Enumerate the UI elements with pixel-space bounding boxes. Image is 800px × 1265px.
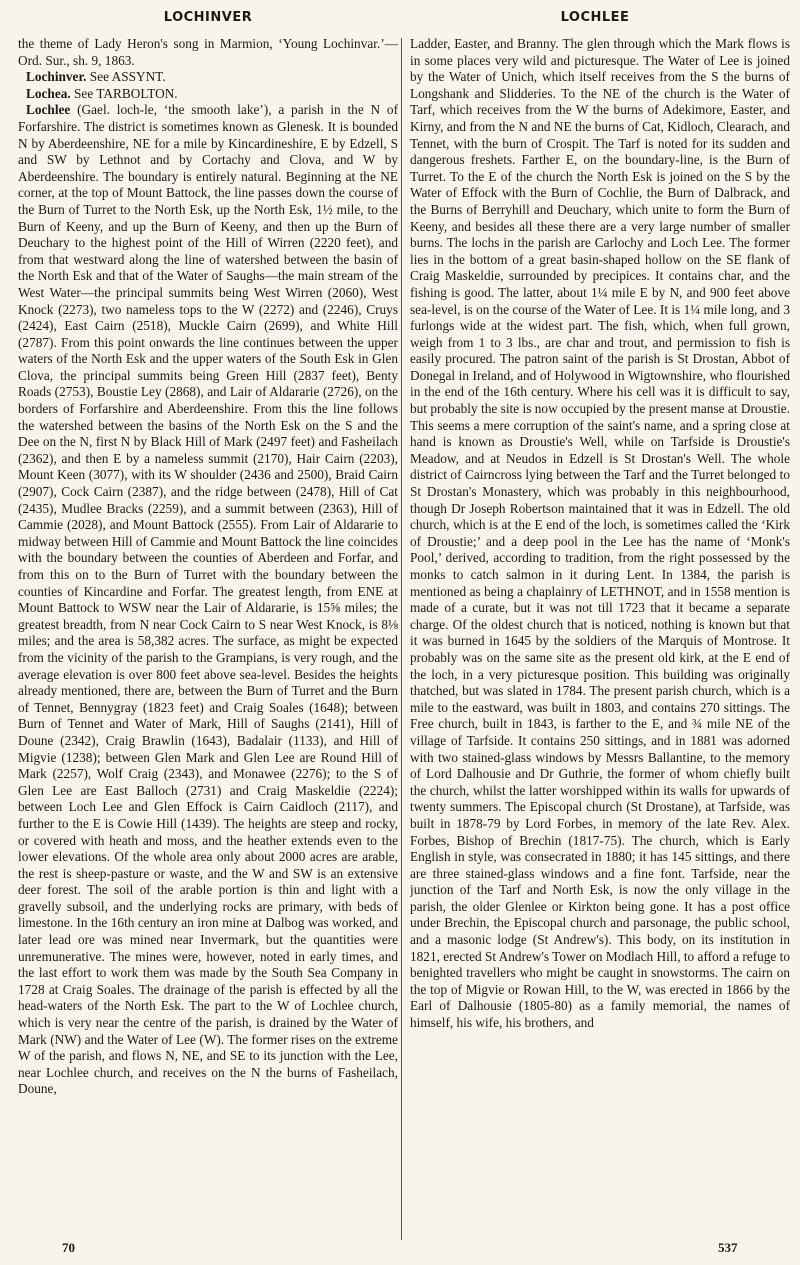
headword: Lochinver.: [26, 69, 87, 85]
entry-text: See ASSYNT.: [89, 69, 166, 85]
entry-text: See TARBOLTON.: [74, 85, 178, 101]
left-column: [18, 36, 398, 1236]
running-head-left: LOCHINVER: [163, 10, 253, 25]
paragraph-continued: Ladder, Easter, and Branny. The glen through which the Mark flows is in some places very wild and picturesque. The Water of Lee is joined by the Water of Unich, which itself receives from the S the burns of Longshank and Slidderies. To the NE of the church is the Water of Tarf, which receives from the W the burns of Adekimore, Easter, and Kirny, and from the N and NE the burns of Cat, Kidloch, Clearach, and Tennet, with the burn of Crospit. The Tarf is noted for its sudden and dangerous freshets. Farther E, on the boundary-line, is the Burn of Turret. To the E of the church the North Esk is joined on the S by the Water of Effock with the Burn of Cochlie, the Burn of Dalbrack, and the Burns of Berryhill and Deuchary, which unite to form the Burn of Keeny, and besides all these there are a very large number of smaller burns. The lochs in the parish are Carlochy and Loch Lee. The former lies in the bottom of a great basin-shaped hollow on the SE flank of Craig Maskeldie, surrounded by precipices. It contains char, and the fishing is good. The latter, about 1¼ mile E by N, and 900 feet above sea-level, is on the course of the Water of Lee. It is 1¼ mile long, and 3 furlongs wide at the widest part. The fish, which, when full grown, weigh from 1 to 3 lbs., are char and trout, and permission to fish is easily procured. The patron saint of the parish is St Drostan, Abbot of Donegal in Ireland, and of Holywood in Wigtownshire, who flourished in the end of the 16th century. Where his cell was it is difficult to say, but probably the site is now occupied by the present manse at Droustie. This seems a mere corruption of the saint's name, and a spring close at hand is known as Droustie's Well, while on Tarfside is Droustie's Meadow, and at Neudos in Edzell is St Drostan's Well. The whole district of Cairncross lying between the Tarf and the Turret belonged to St Drostan's Monastery, which was probably in this neighbourhood, though Dr Joseph Robertson maintained that it was in Edzell. The old church, which is at the E end of the loch, is sometimes called the ‘Kirk of Droustie;’ and a deep pool in the Lee has the name of ‘Monk's Pool,’ derived, according to tradition, from the right possessed by the monks to catch salmon in it during Lent. In 1384, the parish is mentioned as being a chaplainry of LETHNOT, and in 1558 mention is made of a curate, but it was not till 1723 that it became a separate charge. Of the oldest church that is noticed, nothing is known but that it was burned in 1645 by the soldiers of the Marquis of Montrose. It probably was on the same site as the present old kirk, at the E end of the loch, in a very picturesque position. This building was originally thatched, but was slated in 1784. The present parish church, which is a mile to the eastward, was built in 1803, and contains 270 sittings. The Free church, built in 1843, is farther to the E, and ¾ mile NE of the village of Tarfside. It contains 250 sittings, and in 1881 was adorned with two stained-glass windows by Messrs Ballantine, to the memory of Lord Dalhousie and Dr Guthrie, the former of whom chiefly built the church, whilst the latter worshipped within its walls for upwards of twenty summers. The Episcopal church (St Drostane), at Tarfside, was built in 1878-79 by Lord Forbes, in memory of the late Rev. Alex. Forbes, Bishop of Brechin (1817-75). The church, which is Early English in style, was consecrated in 1880; it has 145 sittings, and there are three stained-glass windows and a fine font. Tarfside, near the junction of the Tarf and North Esk, is now the only village in the parish, the older Glenlee or Kirkton being gone. It has a post office under Brechin, the Episcopal church and parsonage, the public school, and a masonic lodge (St Andrew's). This body, on its institution in 1821, erected St Andrew's Tower on Modlach Hill, to afford a refuge to benighted travellers who might be caught in snowstorms. The cairn on the top of Migvie or Rowan Hill, to the W, was erected in 1866 by the Earl of Dalhousie (1805-80) as a family memorial, the names of himself, his wife, his brothers, and: [410, 36, 790, 1031]
entry-lochea: [18, 86, 398, 103]
entry-lochinver: [18, 69, 398, 86]
column-divider: [401, 38, 402, 1240]
page-number-right: 537: [718, 1240, 738, 1255]
headword: Lochea.: [26, 85, 71, 101]
entry-lochlee: [18, 102, 398, 1098]
paragraph-continued: the theme of Lady Heron's song in Marmion, ‘Young Lochinvar.’—Ord. Sur., sh. 9, 1863.: [18, 36, 398, 68]
page-number-left: 70: [62, 1240, 75, 1255]
entry-text: (Gael. loch-le, ‘the smooth lake’), a parish in the N of Forfarshire. The district is sometimes known as Glenesk. It is bounded N by Aberdeenshire, NE for a mile by Kincardineshire, E by Edzell, S and SW by Lethnot and by Cortachy and Clova, and W by Aberdeenshire. The boundary is entirely natural. Beginning at the NE corner, at the top of Mount Battock, the line passes down the course of the Burn of Turret to the North Esk, up the North Esk, 1½ mile, to the Burn of Keeny, and up the Burn of Keeny, and then up the Burn of Deuchary to the highest point of the Hill of Wirren (2220 feet), and from that westward along the line of watershed between the basin of the North Esk and that of the Water of Saughs—the main stream of the West Water—the principal summits being West Wirren (2060), West Knock (2273), two nameless tops to the W (2272) and (2246), Cruys (2424), East Cairn (2518), Muckle Cairn (2699), and White Hill (2787). From this point onwards the line continues between the upper waters of the North Esk and the upper waters of the South Esk in Glen Clova, the principal summits being Green Hill (2837 feet), Benty Roads (2753), Boustie Ley (2868), and Lair of Aldararie (2726), on the borders of Forfarshire and Aberdeenshire. From this the line follows the watershed between the basins of the North Esk on the S and the Dee on the N, first N by Black Hill of Mark (2497 feet) and Fasheilach (2362), and then E by a nameless summit (2170), Hair Cairn (2203), Mount Keen (3077), with its W shoulder (2436 and 2500), Braid Cairn (2907), Cock Cairn (2387), and the ridge between (2478), Hill of Cat (2435), Mudlee Bracks (2259), and a summit between (2363), Hill of Cammie (2028), and Mount Battock (2555). From Lair of Aldararie to midway between Hill of Cammie and Mount Battock the line coincides with the boundary between the counties of Aberdeen and Forfar, and from this on to the Burn of Turret with the boundary between the counties of Kincardine and Forfar. The greatest length, from ENE at Mount Battock to WSW near the Lair of Aldararie, is 15⅝ miles; the greatest breadth, from N near Cock Cairn to S near West Knock, is 8⅛ miles; and the area is 58,382 acres. The surface, as might be expected from the vicinity of the parish to the Grampians, is very rough, and the average elevation is over 800 feet above sea-level. Besides the heights already mentioned, there are, between the Burn of Turret and the Burn of Tennet, Bennygray (1823 feet) and Craig Soales (1648); between Burn of Tennet and Water of Mark, Hill of Saughs (2141), Hill of Doune (2342), Craig Brawlin (1643), Badalair (1133), and Hill of Migvie (1238); between Glen Mark and Glen Lee are Round Hill of Mark (2257), Wolf Craig (2343), and Monawee (2276); to the S of Glen Lee are East Balloch (2731) and Craig Maskeldie (2224); between Loch Lee and Glen Effock is Cairn Caidloch (2117), and further to the E is Cowie Hill (1439). The heights are steep and rocky, or covered with heath and moss, and the heather extends even to the lower elevations. Of the whole area only about 2000 acres are arable, the rest is sheep-pasture or waste, and the W and SW is an extensive deer forest. The soil of the arable portion is thin and light with a gravelly subsoil, and the underlying rocks are primary, with beds of limestone. In the 16th century an iron mine at Dalbog was worked, and later lead ore was mined near Invermark, but the quantities were unremunerative. The mines were, however, noted in early times, and the last effort to work them was made by the South Sea Company in 1728 at Craig Soales. The drainage of the parish is effected by all the head-waters of the North Esk. The part to the W of Lochlee church, which is very near the centre of the parish, is drained by the Water of Mark (NW) and the Water of Lee (W). The former rises on the extreme W of the parish, and flows N, NE, and SE to its junction with the Lee, near Lochlee church, and receives on the N the burns of Fasheilach, Doune,: [18, 102, 398, 1097]
headword: Lochlee: [26, 102, 71, 118]
running-head-right: LOCHLEE: [560, 10, 630, 25]
right-column: [410, 36, 790, 1236]
